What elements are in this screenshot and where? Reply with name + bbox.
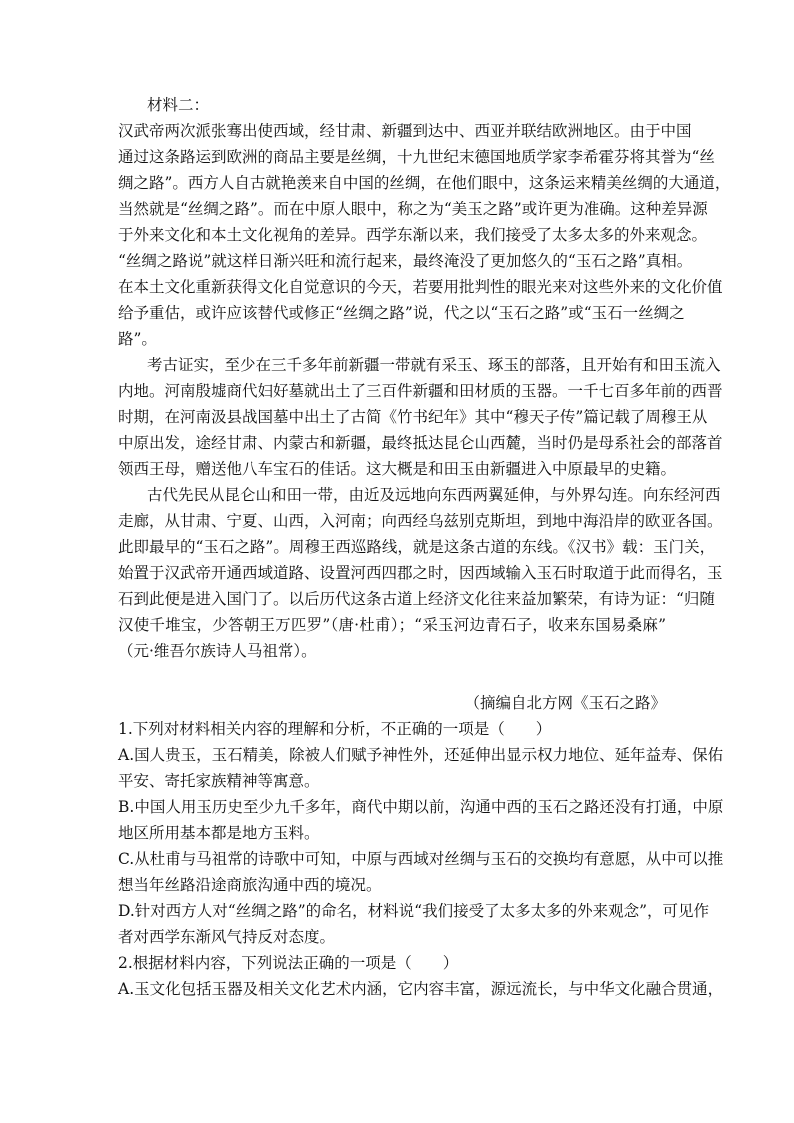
option-line: 地区所用基本都是地方玉料。: [118, 824, 320, 842]
text-line: 古代先民从昆仑山和田一带，由近及远地向东西两翼延伸，与外界勾连。向东经河西: [147, 486, 721, 504]
option-line: A.国人贵玉，玉石精美，除被人们赋予神性外，还延伸出显示权力地位、延年益寿、保佑: [118, 746, 724, 764]
text-line: 路”。: [118, 330, 157, 348]
text-line: 走廊，从甘肃、宁夏、山西，入河南；向西经乌兹别克斯坦，到地中海沿岸的欧亚各国。: [118, 512, 723, 530]
text-line: 领西王母，赠送他八车宝石的佳话。这大概是和田玉由新疆进入中原最早的史籍。: [118, 460, 677, 478]
text-line: 中原出发，途经甘肃、内蒙古和新疆，最终抵达昆仑山西麓，当时仍是母系社会的部落首: [118, 434, 723, 452]
option-line: 者对西学东渐风气持反对态度。: [118, 928, 336, 946]
text-line: “丝绸之路说”就这样日渐兴旺和流行起来，最终淹没了更加悠久的“玉石之路”真相。: [118, 252, 693, 270]
text-line: 于外来文化和本土文化视角的差异。西学东渐以来，我们接受了太多太多的外来观念。: [118, 226, 708, 244]
option-line: 平安、寄托家族精神等寓意。: [118, 772, 320, 790]
text-line: 石到此便是进入国门了。以后历代这条古道上经济文化往来益加繁荣，有诗为证：“归随: [118, 590, 715, 608]
text-line: 汉使千堆宝，少答朝王万匹罗”（唐·杜甫）；“采玉河边青石子，收来东国易桑麻”: [118, 616, 666, 634]
text-line: 考古证实，至少在三千多年前新疆一带就有采玉、琢玉的部落，且开始有和田玉流入: [147, 356, 721, 374]
source-note: （摘编自北方网《玉石之路》: [464, 694, 666, 712]
text-line: 在本土文化重新获得文化自觉意识的今天，若要用批判性的眼光来对这些外来的文化价值: [118, 278, 723, 296]
option-line: C.从杜甫与马祖常的诗歌中可知，中原与西域对丝绸与玉石的交换均有意愿，从中可以推: [118, 850, 724, 868]
option-line: D.针对西方人对“丝绸之路”的命名，材料说“我们接受了太多太多的外来观念”，可见作: [118, 902, 710, 920]
text-line: 通过这条路运到欧洲的商品主要是丝绸，十九世纪末德国地质学家李希霍芬将其誉为“丝: [118, 148, 715, 166]
question-line: 2.根据材料内容，下列说法正确的一项是（ ）: [118, 954, 459, 972]
text-line: 汉武帝两次派张骞出使西域，经甘肃、新疆到达中、西亚并联结欧洲地区。由于中国: [118, 122, 692, 140]
text-line: 给予重估，或许应该替代或修正“丝绸之路”说，代之以“玉石之路”或“玉石一丝绸之: [118, 304, 685, 322]
text-line: 绸之路”。西方人自古就艳羡来自中国的丝绸，在他们眼中，这条运来精美丝绸的大通道，: [118, 174, 731, 192]
text-line: 此即最早的“玉石之路”。周穆王西巡路线，就是这条古道的东线。《汉书》载：玉门关，: [118, 538, 716, 556]
material-heading: 材料二：: [147, 96, 210, 114]
option-line: 想当年丝路沿途商旅沟通中西的境况。: [118, 876, 382, 894]
option-line: B.中国人用玉历史至少九千多年，商代中期以前，沟通中西的玉石之路还没有打通，中原: [118, 798, 724, 816]
text-line: 始置于汉武帝开通西域道路、设置河西四郡之时，因西域输入玉石时取道于此而得名，玉: [118, 564, 723, 582]
option-line: A.玉文化包括玉器及相关文化艺术内涵，它内容丰富，源远流长，与中华文化融合贯通，: [118, 980, 724, 998]
question-line: 1.下列对材料相关内容的理解和分析，不正确的一项是（ ）: [118, 720, 552, 738]
text-line: 内地。河南殷墟商代妇好墓就出土了三百件新疆和田材质的玉器。一千七百多年前的西晋: [118, 382, 723, 400]
text-line: （元·维吾尔族诗人马祖常）。: [118, 642, 317, 660]
text-line: 时期，在河南汲县战国墓中出土了古简《竹书纪年》其中“穆天子传”篇记载了周穆王从: [118, 408, 708, 426]
text-line: 当然就是“丝绸之路”。而在中原人眼中，称之为“美玉之路”或许更为准确。这种差异源: [118, 200, 708, 218]
